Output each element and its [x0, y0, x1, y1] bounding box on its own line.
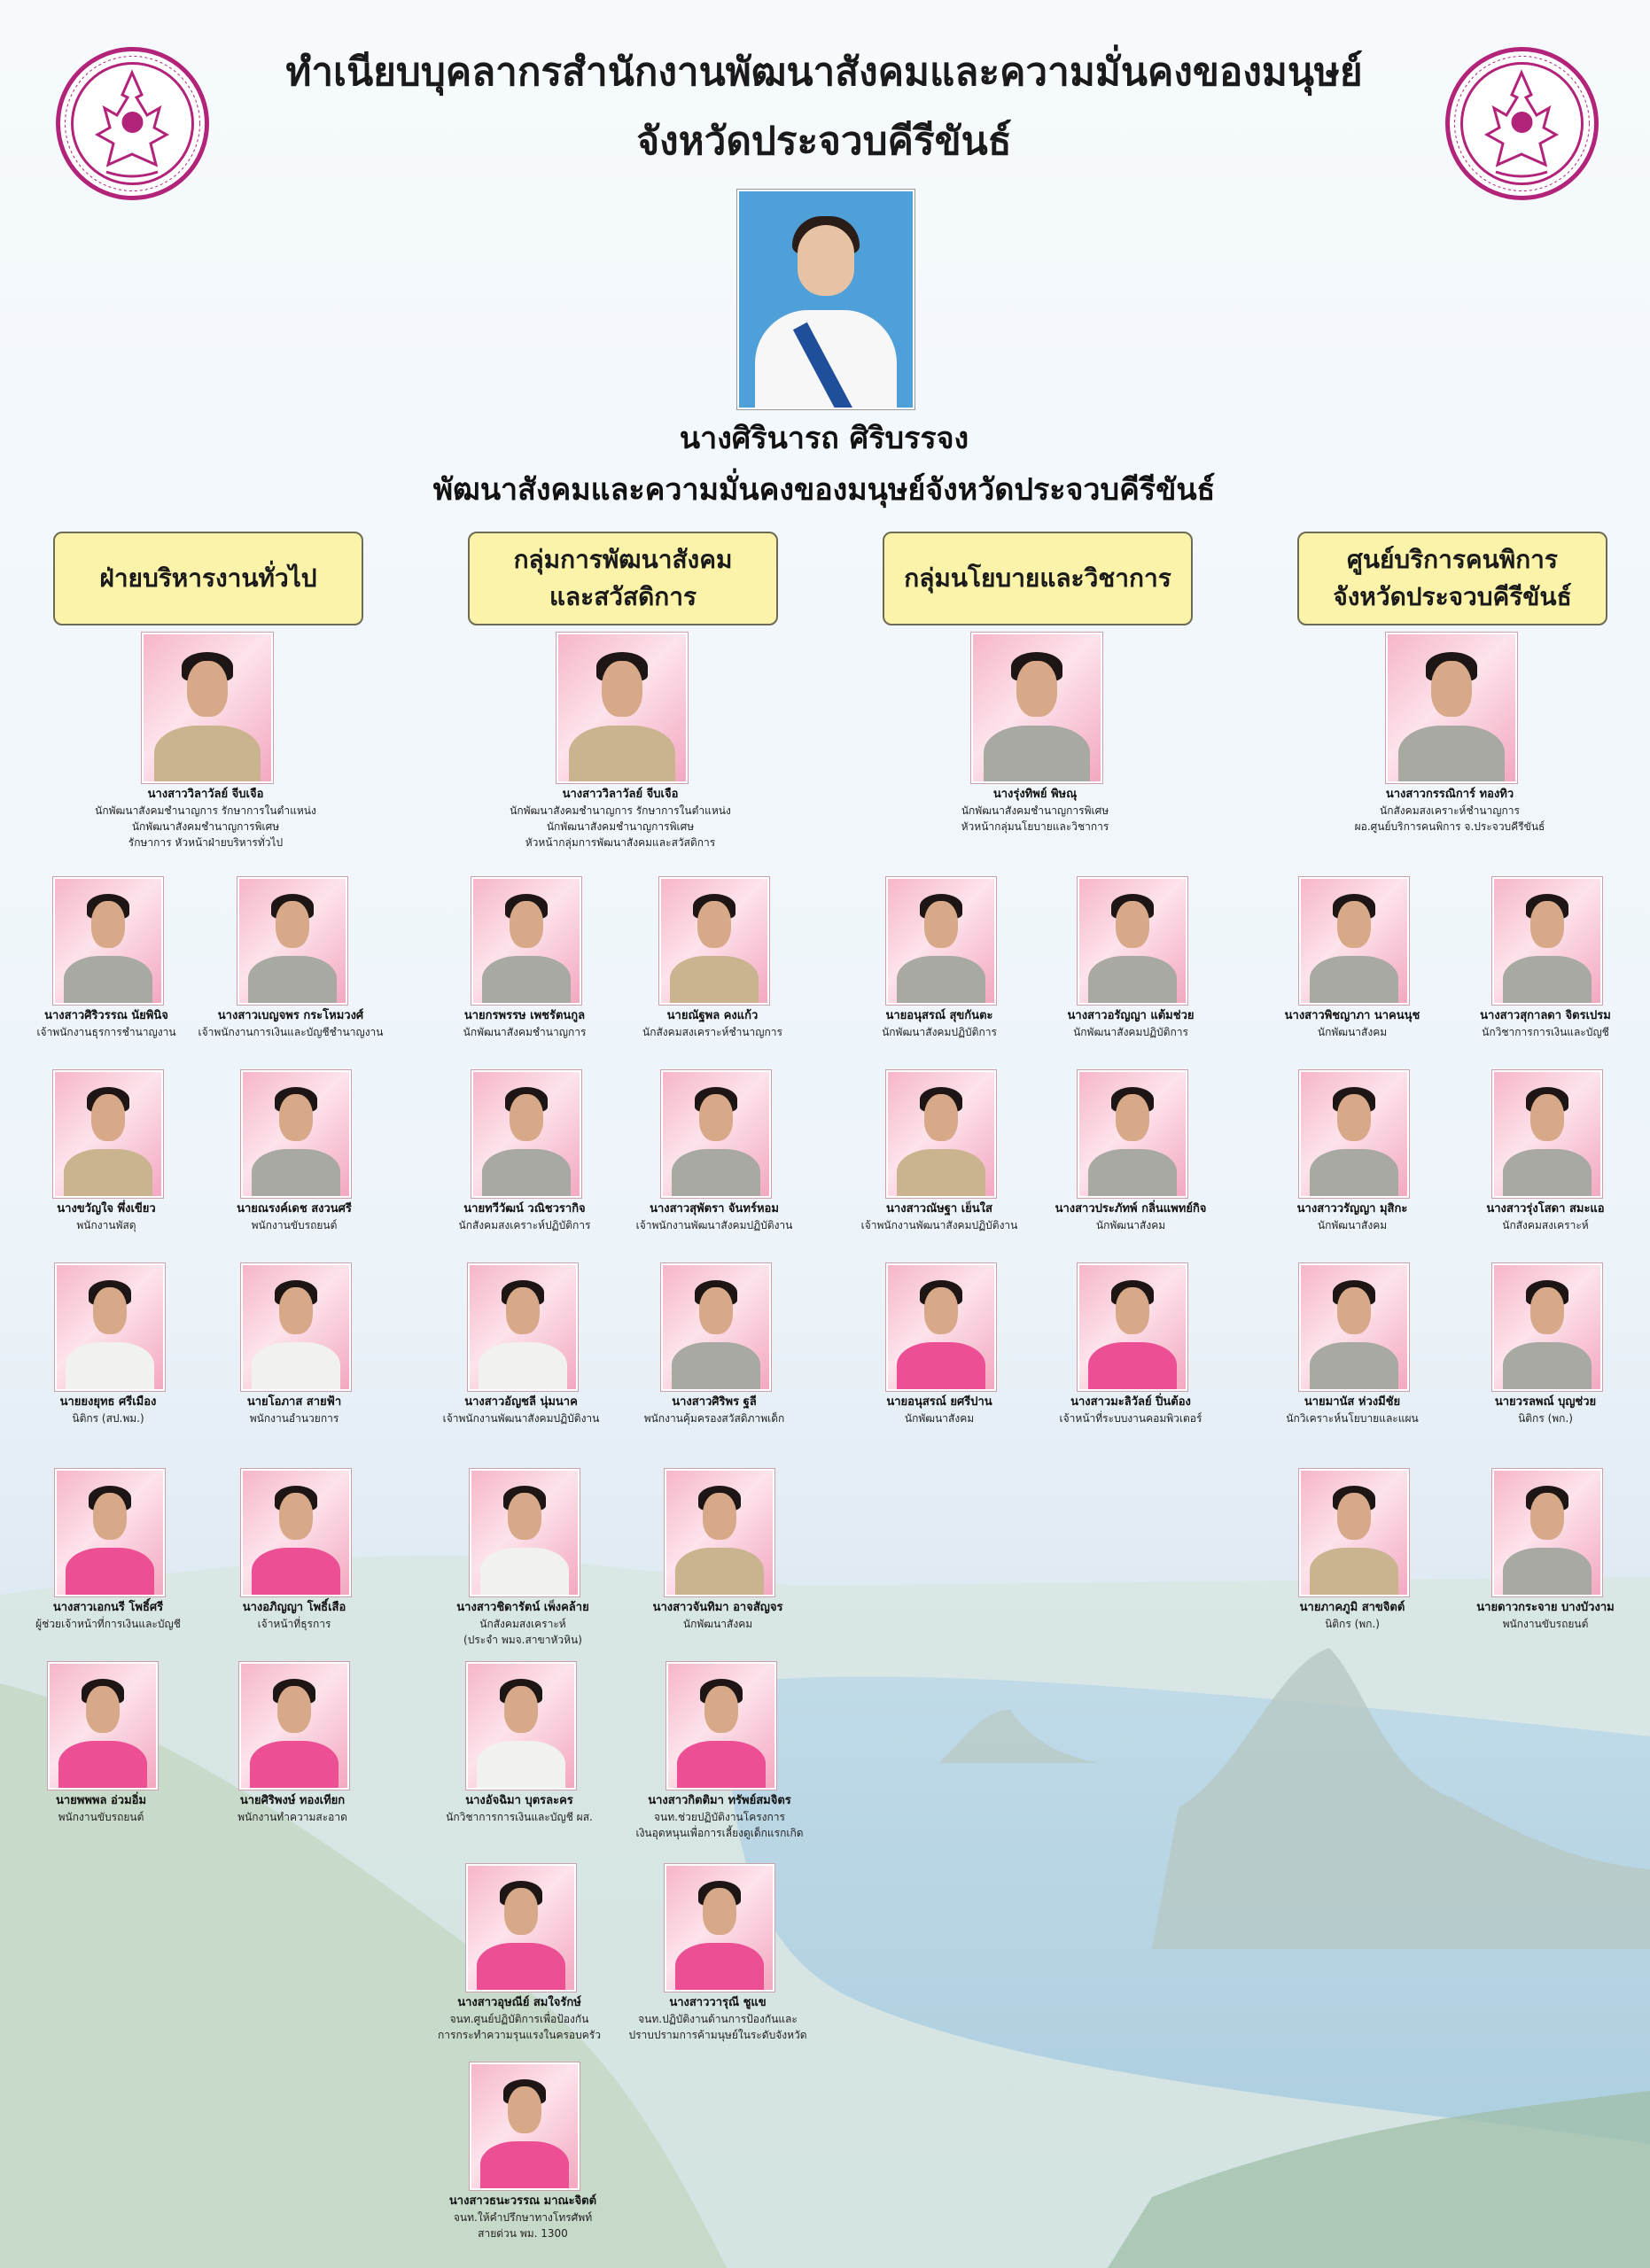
staff-name: นางสาวกิตติมา ทรัพย์สมจิตร	[648, 1794, 791, 1807]
staff-photo	[1492, 1263, 1602, 1391]
staff-caption	[197, 1201, 392, 1233]
staff-role: นักวิชาการการเงินและบัญชี ผส.	[446, 1811, 593, 1823]
staff-photo	[471, 877, 581, 1005]
staff-name: นางสาวจันทิมา อาจสัญจร	[652, 1601, 783, 1614]
staff-photo	[661, 1263, 771, 1391]
staff-photo	[1492, 1469, 1602, 1596]
staff-name: นางสาวณัษฐา เย็นใส	[886, 1202, 992, 1216]
staff-role: หัวหน้ากลุ่มนโยบายและวิชาการ	[961, 820, 1109, 833]
staff-role: ผู้ช่วยเจ้าหน้าที่การเงินและบัญชี	[35, 1618, 181, 1630]
staff-name: นางสาวอุษณีย์ สมใจรักษ์	[457, 1996, 581, 2009]
staff-caption	[4, 1793, 198, 1825]
staff-role: นักสังคมสงเคราะห์ปฏิบัติการ	[458, 1219, 591, 1231]
dept-social-development	[468, 532, 778, 625]
staff-photo	[55, 1263, 165, 1391]
staff-role: เจ้าพนักงานพัฒนาสังคมปฏิบัติงาน	[860, 1219, 1018, 1231]
staff-name: นายโอภาส สายฟ้า	[246, 1395, 342, 1409]
staff-caption	[427, 1008, 622, 1040]
staff-caption	[427, 1201, 622, 1233]
staff-name: นายทวีวัฒน์ วณิชวรากิจ	[463, 1202, 586, 1216]
staff-role: จนท.ช่วยปฏิบัติงานโครงการ	[654, 1811, 785, 1823]
staff-photo	[142, 633, 273, 783]
staff-caption	[11, 1600, 206, 1632]
department-seal-left	[55, 46, 210, 201]
staff-name: นายกรพรรษ เพชรัตนกูล	[463, 1009, 586, 1022]
staff-photo	[665, 1864, 774, 1992]
staff-photo	[468, 1263, 578, 1391]
staff-role: นักพัฒนาสังคม	[1095, 1219, 1166, 1231]
staff-photo	[1078, 1070, 1187, 1198]
staff-caption	[1255, 1008, 1450, 1040]
staff-photo	[665, 1469, 774, 1596]
staff-role: พนักงานขับรถยนต์	[251, 1219, 338, 1231]
staff-photo	[1299, 877, 1409, 1005]
staff-photo	[661, 1070, 771, 1198]
dept-label: ศูนย์บริการคนพิการ	[1347, 545, 1558, 574]
staff-caption	[184, 1008, 397, 1040]
staff-name: นางอัจฉิมา บุตรละคร	[465, 1794, 573, 1807]
staff-caption	[608, 1394, 821, 1426]
department-seal-icon	[55, 46, 210, 201]
chief-photo	[737, 190, 915, 409]
staff-name: นายอนุสรณ์ ยศรีปาน	[886, 1395, 992, 1409]
staff-photo	[53, 877, 163, 1005]
staff-name: นายพพพล อ่วมอิ่ม	[55, 1794, 147, 1807]
staff-role: รักษาการ หัวหน้าฝ่ายบริหารทั่วไป	[128, 836, 284, 849]
staff-role: เจ้าหน้าที่ธุรการ	[257, 1618, 331, 1630]
staff-photo	[466, 1662, 576, 1790]
staff-role: นิติกร (สป.พม.)	[72, 1412, 144, 1425]
staff-role: สายด่วน พม. 1300	[478, 2227, 568, 2240]
page-title-line2: จังหวัดประจวบคีรีขันธ์	[636, 119, 1012, 164]
staff-role: นักพัฒนาสังคมปฏิบัติการ	[1073, 1026, 1188, 1038]
staff-role: นักพัฒนาสังคม	[1317, 1026, 1388, 1038]
staff-photo	[1299, 1469, 1409, 1596]
staff-role: นักวิชาการการเงินและบัญชี	[1482, 1026, 1609, 1038]
staff-photo	[1492, 877, 1602, 1005]
staff-photo	[470, 1469, 580, 1596]
staff-role: พนักงานอำนวยการ	[249, 1412, 339, 1425]
staff-photo	[886, 1070, 996, 1198]
staff-role: จนท.ให้คำปรึกษาทางโทรศัพท์	[453, 2211, 593, 2224]
staff-role: นักพัฒนาสังคม	[1317, 1219, 1388, 1231]
staff-role: เจ้าพนักงานพัฒนาสังคมปฏิบัติงาน	[635, 1219, 793, 1231]
dept-label: ฝ่ายบริหารงานทั่วไป	[99, 563, 317, 593]
staff-caption	[408, 2194, 638, 2241]
staff-caption	[197, 1600, 392, 1632]
staff-photo	[971, 633, 1102, 783]
staff-role: เจ้าพนักงานพัฒนาสังคมปฏิบัติงาน	[442, 1412, 600, 1425]
staff-caption	[884, 787, 1186, 835]
dept-disability-center	[1297, 532, 1607, 625]
staff-role: นักพัฒนาสังคมชำนาญการ รักษาการในตำแหน่ง	[95, 804, 316, 817]
staff-photo	[241, 1263, 351, 1391]
staff-name: นางสาวประภัทพ์ กลิ่นแพทย์กิจ	[1055, 1202, 1207, 1216]
staff-photo	[470, 2062, 580, 2190]
staff-caption	[1448, 1008, 1643, 1040]
staff-role: นักสังคมสงเคราะห์	[1502, 1219, 1589, 1231]
chief-name: นางศิรินารถ ศิริบรรจง	[679, 421, 969, 456]
department-seal-right	[1444, 46, 1599, 201]
staff-role: นักพัฒนาสังคมชำนาญการพิเศษ	[131, 820, 280, 833]
staff-caption	[416, 1600, 629, 1648]
staff-caption	[833, 1201, 1046, 1233]
staff-role: นักพัฒนาสังคม	[682, 1618, 753, 1630]
staff-role: ผอ.ศูนย์บริการคนพิการ จ.ประจวบคีรีขันธ์	[1354, 820, 1545, 833]
dept-general-admin	[53, 532, 363, 625]
staff-role: นิติกร (พก.)	[1325, 1618, 1380, 1630]
staff-caption	[1448, 1201, 1643, 1233]
dept-label: จังหวัดประจวบคีรีขันธ์	[1333, 582, 1572, 611]
page-title-line1: ทำเนียบบุคลากรสำนักงานพัฒนาสังคมและความมั่นคงของมนุษย์	[285, 50, 1363, 95]
staff-role: (ประจำ พมจ.สาขาหัวหิน)	[463, 1634, 582, 1646]
staff-role: นักสังคมสงเคราะห์	[479, 1618, 566, 1630]
staff-role: นักพัฒนาสังคม	[904, 1412, 975, 1425]
staff-role: เจ้าหน้าที่ระบบงานคอมพิวเตอร์	[1059, 1412, 1202, 1425]
staff-photo	[1299, 1263, 1409, 1391]
staff-photo	[471, 1070, 581, 1198]
staff-caption	[620, 1600, 815, 1632]
staff-caption	[1033, 1008, 1228, 1040]
staff-name: นายณัฐพล คงแก้ว	[666, 1009, 759, 1022]
staff-photo	[556, 633, 688, 783]
staff-photo	[886, 1263, 996, 1391]
staff-role: นักวิเคราะห์นโยบายและแผน	[1286, 1412, 1419, 1425]
staff-name: นางสาวเอกนรี โพธิ์ศรี	[52, 1601, 164, 1614]
staff-name: นางสาววิลาวัลย์ จีบเจือ	[147, 788, 264, 801]
chief-position: พัฒนาสังคมและความมั่นคงของมนุษย์จังหวัดประจวบคีรีขันธ์	[432, 472, 1216, 508]
staff-photo	[1078, 877, 1187, 1005]
staff-caption	[413, 1793, 626, 1825]
staff-name: นางสาวมะลิวัลย์ ปิ่นต้อง	[1070, 1395, 1191, 1409]
staff-caption	[55, 787, 356, 850]
staff-photo	[241, 1070, 351, 1198]
staff-photo	[466, 1864, 576, 1992]
staff-caption	[1255, 1394, 1450, 1426]
dept-label: กลุ่มการพัฒนาสังคม	[513, 545, 733, 574]
staff-role: การกระทำความรุนแรงในครอบครัว	[438, 2029, 601, 2041]
staff-name: นางสาวอรัญญา แต้มช่วย	[1067, 1009, 1195, 1022]
staff-caption	[598, 1995, 837, 2043]
staff-role: นักพัฒนาสังคมชำนาญการพิเศษ	[546, 820, 695, 833]
staff-caption	[1299, 787, 1600, 835]
staff-role: นักพัฒนาสังคมชำนาญการ	[463, 1026, 587, 1038]
staff-photo	[659, 877, 769, 1005]
staff-name: นางสาววิลาวัลย์ จีบเจือ	[562, 788, 679, 801]
staff-role: เงินอุดหนุนเพื่อการเลี้ยงดูเด็กแรกเกิด	[635, 1827, 804, 1839]
department-seal-icon	[1444, 46, 1599, 201]
staff-name: นางสาววารุณี ชูแข	[669, 1996, 767, 2009]
staff-name: นายวรลพณ์ บุญช่วย	[1494, 1395, 1597, 1409]
staff-name: นางสาวสุกาลดา จิตรเปรม	[1480, 1009, 1611, 1022]
staff-photo	[1078, 1263, 1187, 1391]
staff-name: นางสาวอัญชลี นุ่มนาค	[464, 1395, 578, 1409]
staff-name: นางสาวศิริวรรณ นัยพินิจ	[44, 1009, 168, 1022]
staff-photo	[1386, 633, 1517, 783]
staff-caption	[1448, 1394, 1643, 1426]
staff-photo	[886, 877, 996, 1005]
staff-role: ปราบปรามการค้ามนุษย์ในระดับจังหวัด	[628, 2029, 807, 2041]
staff-role: พนักงานขับรถยนต์	[58, 1811, 144, 1823]
staff-caption	[195, 1793, 390, 1825]
staff-name: นายมานัส ห่วงมีชัย	[1304, 1395, 1401, 1409]
staff-name: นายดาวกระจาย บางบัวงาม	[1476, 1601, 1615, 1614]
staff-photo	[239, 1662, 349, 1790]
staff-name: นางสาวกรรณิการ์ ทองทิว	[1385, 788, 1514, 801]
staff-name: นางสาววรัญญา มุสิกะ	[1296, 1202, 1408, 1216]
staff-photo	[53, 1070, 163, 1198]
staff-name: นางสาวสุพัตรา จันทร์หอม	[650, 1202, 779, 1216]
staff-role: พนักงานพัสดุ	[76, 1219, 136, 1231]
staff-role: จนท.ศูนย์ปฏิบัติการเพื่อป้องกัน	[449, 2013, 589, 2025]
dept-label: และสวัสดิการ	[549, 582, 697, 611]
staff-name: นางสาวชิดารัตน์ เพ็งคล้าย	[456, 1601, 589, 1614]
staff-role: นักพัฒนาสังคมปฏิบัติการ	[882, 1026, 997, 1038]
staff-photo	[48, 1662, 158, 1790]
staff-name: นางขวัญใจ พึ่งเขียว	[57, 1202, 156, 1216]
staff-role: หัวหน้ากลุ่มการพัฒนาสังคมและสวัสดิการ	[525, 836, 716, 849]
staff-role: พนักงานคุ้มครองสวัสดิภาพเด็ก	[643, 1412, 785, 1425]
staff-role: พนักงานทำความสะอาด	[237, 1811, 347, 1823]
staff-role: นักพัฒนาสังคมชำนาญการพิเศษ	[961, 804, 1109, 817]
staff-photo	[1492, 1070, 1602, 1198]
staff-role: จนท.ปฏิบัติงานด้านการป้องกันและ	[638, 2013, 798, 2025]
staff-role: นิติกร (พก.)	[1518, 1412, 1573, 1425]
staff-role: พนักงานขับรถยนต์	[1502, 1618, 1589, 1630]
staff-caption	[1033, 1201, 1228, 1233]
dept-policy-academic	[883, 532, 1193, 625]
staff-name: นางสาวพิชญาภา นาคนนุช	[1284, 1009, 1420, 1022]
staff-name: นางอภิญญา โพธิ์เสือ	[242, 1601, 346, 1614]
staff-caption	[9, 1201, 204, 1233]
staff-caption	[1448, 1600, 1643, 1632]
staff-role: เจ้าพนักงานการเงินและบัญชีชำนาญงาน	[198, 1026, 384, 1038]
staff-caption	[1255, 1201, 1450, 1233]
staff-role: นักสังคมสงเคราะห์ชำนาญการ	[642, 1026, 782, 1038]
dept-label: กลุ่มนโยบายและวิชาการ	[904, 563, 1171, 593]
staff-photo	[237, 877, 347, 1005]
staff-caption	[842, 1008, 1037, 1040]
staff-name: นายภาคภูมิ สาขจิตต์	[1299, 1601, 1405, 1614]
staff-name: นายอนุสรณ์ สุขกันตะ	[885, 1009, 993, 1022]
staff-role: นักสังคมสงเคราะห์ชำนาญการ	[1380, 804, 1520, 817]
staff-caption	[197, 1394, 392, 1426]
staff-caption	[415, 1394, 627, 1426]
staff-caption	[615, 1008, 810, 1040]
staff-name: นางสาวเบญจพร กระโหมวงศ์	[217, 1009, 364, 1022]
staff-name: นายศิริพงษ์ ทองเทียก	[239, 1794, 346, 1807]
staff-caption	[608, 1201, 821, 1233]
staff-name: นางสาวรุ่งโสดา สมะแอ	[1486, 1202, 1605, 1216]
staff-caption	[604, 1793, 835, 1841]
staff-name: นางสาวธนะวรรณ มาณะจิตต์	[448, 2194, 597, 2208]
staff-photo	[241, 1469, 351, 1596]
staff-name: นางรุ่งทิพย์ พิษณุ	[992, 788, 1078, 801]
staff-caption	[9, 1008, 204, 1040]
staff-name: นางสาวศิริพร ฐลี	[672, 1395, 757, 1409]
staff-name: นายณรงค์เดช สงวนศรี	[237, 1202, 352, 1216]
staff-photo	[1299, 1070, 1409, 1198]
staff-caption	[1255, 1600, 1450, 1632]
staff-caption	[11, 1394, 206, 1426]
staff-caption	[1024, 1394, 1237, 1426]
staff-caption	[842, 1394, 1037, 1426]
staff-photo	[55, 1469, 165, 1596]
staff-name: นายยงยุทธ ศรีเมือง	[59, 1395, 157, 1409]
staff-role: นักพัฒนาสังคมชำนาญการ รักษาการในตำแหน่ง	[510, 804, 731, 817]
staff-role: เจ้าพนักงานธุรการชำนาญงาน	[36, 1026, 176, 1038]
staff-caption	[470, 787, 771, 850]
staff-photo	[666, 1662, 776, 1790]
